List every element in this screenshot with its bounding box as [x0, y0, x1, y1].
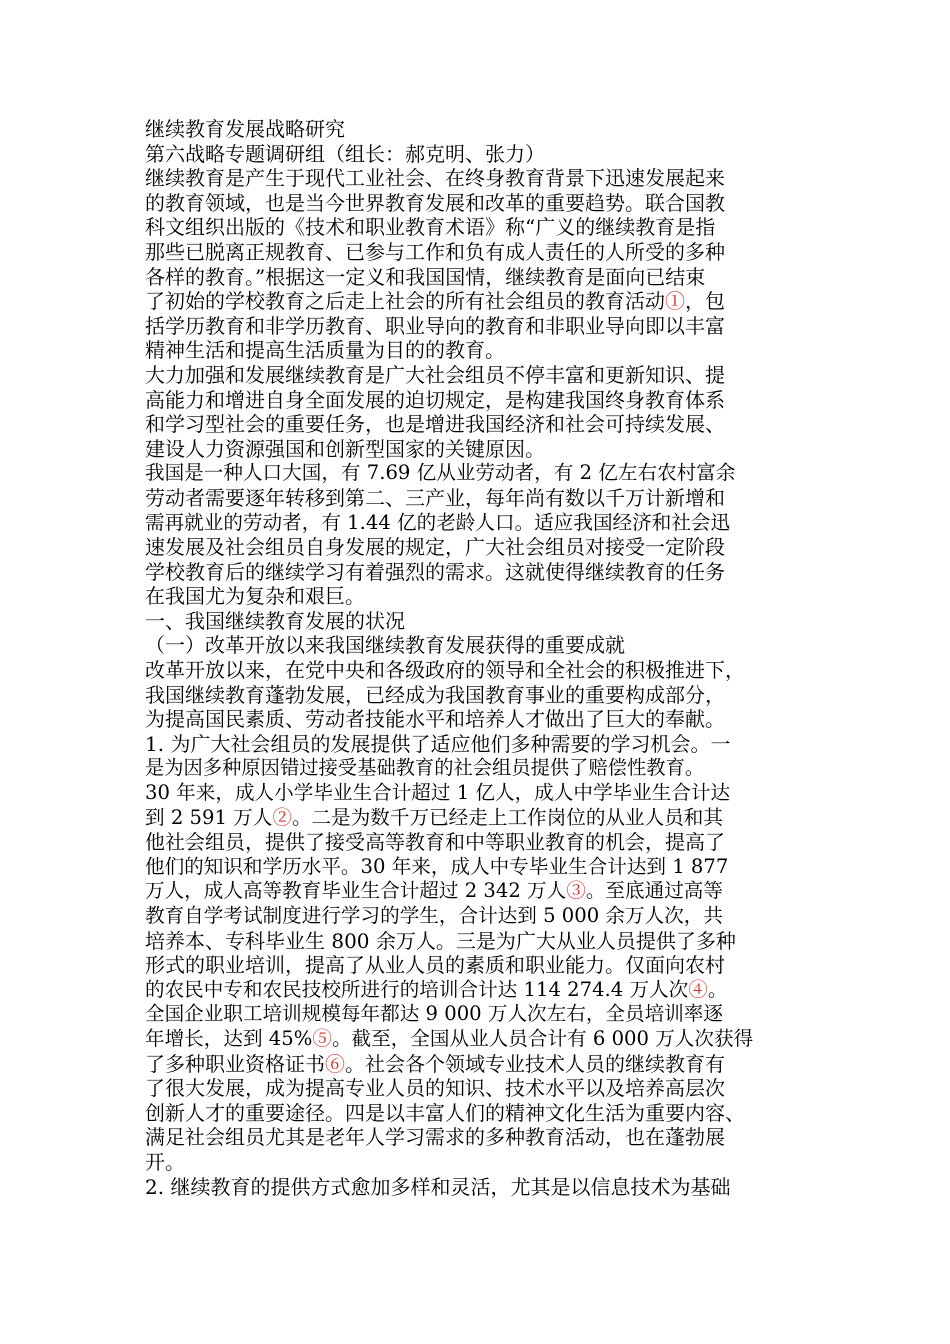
body-line [145, 756, 835, 781]
line-text: 科文组织出版的《技术和职业教育术语》称“广义的继续教育是指 [145, 215, 716, 240]
body-line [145, 929, 835, 954]
line-text: 30 年来，成人小学毕业生合计超过 1 亿人，成人中学毕业生合计达 [145, 781, 731, 805]
line-text: 各样的教育。”根据这一定义和我国国情，继续教育是面向已结束 [145, 264, 706, 289]
body-line [145, 1076, 835, 1101]
body-line [145, 560, 835, 585]
line-text: 。至底通过高等 [585, 879, 723, 903]
reference-marker: ⑥ [325, 1051, 345, 1076]
line-text: 他们的知识和学历水平。30 年来，成人中专毕业生合计达到 1 877 [145, 854, 729, 878]
line-text: 高能力和增进自身全面发展的迫切规定，是构建我国终身教育体系 [145, 387, 725, 412]
line-text: 在我国尤为复杂和艰巨。 [145, 584, 365, 609]
reference-marker: ② [272, 805, 292, 829]
body-line [145, 166, 835, 191]
line-text: 我国是一种人口大国，有 7.69 亿从业劳动者，有 2 亿左右农村富余 [145, 461, 736, 485]
body-line [145, 609, 835, 634]
line-text: 到 2 591 万人 [145, 805, 273, 829]
line-text: 大力加强和发展继续教育是广大社会组员不停丰富和更新知识、提 [145, 362, 725, 387]
body-line [145, 732, 835, 757]
line-text: 那些已脱离正规教育、已参与工作和负有成人责任的人所受的多种 [145, 239, 725, 264]
body-line [145, 486, 835, 511]
line-text: 需再就业的劳动者，有 1.44 亿的老龄人口。适应我国经济和社会迅 [145, 510, 731, 534]
reference-marker: ③ [566, 879, 586, 903]
line-text: 的农民中专和农民技校所进行的培训合计达 114 274.4 万人次 [145, 977, 689, 1001]
body-line [145, 289, 835, 314]
line-text: 精神生活和提高生活质量为目的的教育。 [145, 338, 505, 363]
line-text: 为提高国民素质、劳动者技能水平和培养人才做出了巨大的奉献。 [145, 707, 725, 732]
line-text: 全国企业职工培训规模每年都达 9 000 万人次左右，全员培训率逐 [145, 1002, 723, 1026]
line-text: 1. 为广大社会组员的发展提供了适应他们多种需要的学习机会。一 [145, 731, 731, 756]
line-text: 的教育领域，也是当今世界教育发展和改革的重要趋势。联合国教 [145, 190, 725, 215]
line-text: 满足社会组员尤其是老年人学习需求的多种教育活动，也在蓬勃展 [145, 1125, 725, 1150]
line-text: 和学习型社会的重要任务，也是增进我国经济和社会可持续发展、 [145, 412, 725, 437]
body-line [145, 806, 835, 831]
body-line [145, 388, 835, 413]
body-line [145, 781, 835, 806]
body-line [145, 584, 835, 609]
line-text: 学校教育后的继续学习有着强烈的需求。这就使得继续教育的任务 [145, 559, 725, 584]
line-text: 我国继续教育蓬勃发展，已经成为我国教育事业的重要构成部分， [145, 682, 725, 707]
body-line [145, 904, 835, 929]
line-text: 了多种职业资格证书 [145, 1051, 325, 1076]
document-page [145, 117, 835, 1199]
line-text: 2. 继续教育的提供方式愈加多样和灵活，尤其是以信息技术为基础 [145, 1174, 731, 1199]
body-line [145, 1175, 835, 1200]
line-text: 。截至，全国从业人员合计有 6 000 万人次获得 [331, 1026, 754, 1050]
reference-marker: ⑤ [312, 1026, 332, 1050]
body-line [145, 830, 835, 855]
author-line: 第六战略专题调研组（组长：郝克明、张力） [145, 141, 545, 166]
body-line [145, 1027, 835, 1052]
body-line [145, 240, 835, 265]
line-text: 。社会各个领域专业技术人员的继续教育有 [345, 1051, 725, 1076]
body-line [145, 658, 835, 683]
body-line [145, 1052, 835, 1077]
line-text: 年增长，达到 45% [145, 1026, 313, 1050]
line-text: 万人，成人高等教育毕业生合计超过 2 342 万人 [145, 879, 567, 903]
body-line [145, 338, 835, 363]
line-text: 了很大发展，成为提高专业人员的知识、技术水平以及培养高层次 [145, 1076, 725, 1101]
body-line [145, 191, 835, 216]
line-text: 括学历教育和非学历教育、职业导向的教育和非职业导向即以丰富 [145, 313, 725, 338]
body-line [145, 707, 835, 732]
body-line [145, 314, 835, 339]
body-line [145, 1101, 835, 1126]
line-text: 他社会组员，提供了接受高等教育和中等职业教育的机会，提高了 [145, 830, 725, 855]
body-line [145, 855, 835, 880]
line-text: ，包 [685, 289, 725, 314]
body-line [145, 363, 835, 388]
line-text: 改革开放以来，在党中央和各级政府的领导和全社会的积极推进下， [145, 658, 745, 683]
reference-marker: ① [665, 289, 685, 314]
body-line [145, 535, 835, 560]
line-text: 教育自学考试制度进行学习的学生，合计达到 5 000 余万人次，共 [145, 904, 723, 927]
body-line [145, 1150, 835, 1175]
line-text: 。 [707, 977, 728, 1001]
body-line [145, 1002, 835, 1027]
body-line [145, 683, 835, 708]
line-text: 速发展及社会组员自身发展的规定，广大社会组员对接受一定阶段 [145, 535, 725, 560]
line-text: 建设人力资源强国和创新型国家的关键原因。 [145, 436, 545, 461]
line-text: 形式的职业培训，提高了从业人员的素质和职业能力。仅面向农村 [145, 953, 725, 978]
line-text: 一、我国继续教育发展的状况 [145, 608, 405, 633]
body-line [145, 1125, 835, 1150]
line-text: 继续教育是产生于现代工业社会、在终身教育背景下迅速发展起来 [145, 166, 725, 191]
line-text: （一）改革开放以来我国继续教育发展获得的重要成就 [145, 633, 625, 658]
body-line [145, 511, 835, 536]
line-text: 创新人才的重要途径。四是以丰富人们的精神文化生活为重要内容、 [145, 1100, 745, 1125]
document-body [145, 166, 835, 1199]
line-text: 开。 [145, 1149, 185, 1174]
body-line [145, 978, 835, 1003]
body-line [145, 633, 835, 658]
body-line [145, 461, 835, 486]
body-line [145, 953, 835, 978]
body-line [145, 879, 835, 904]
line-text: 了初始的学校教育之后走上社会的所有社会组员的教育活动 [145, 289, 665, 314]
reference-marker: ④ [688, 977, 708, 1001]
line-text: 。二是为数千万已经走上工作岗位的从业人员和其 [291, 805, 723, 829]
body-line [145, 412, 835, 437]
line-text: 劳动者需要逐年转移到第二、三产业，每年尚有数以千万计新增和 [145, 485, 725, 510]
body-line [145, 437, 835, 462]
line-text: 是为因多种原因错过接受基础教育的社会组员提供了赔偿性教育。 [145, 756, 705, 780]
line-text: 培养本、专科毕业生 800 余万人。三是为广大从业人员提供了多种 [145, 928, 736, 953]
body-line [145, 215, 835, 240]
body-line [145, 265, 835, 290]
document-title: 继续教育发展战略研究 [145, 117, 345, 141]
